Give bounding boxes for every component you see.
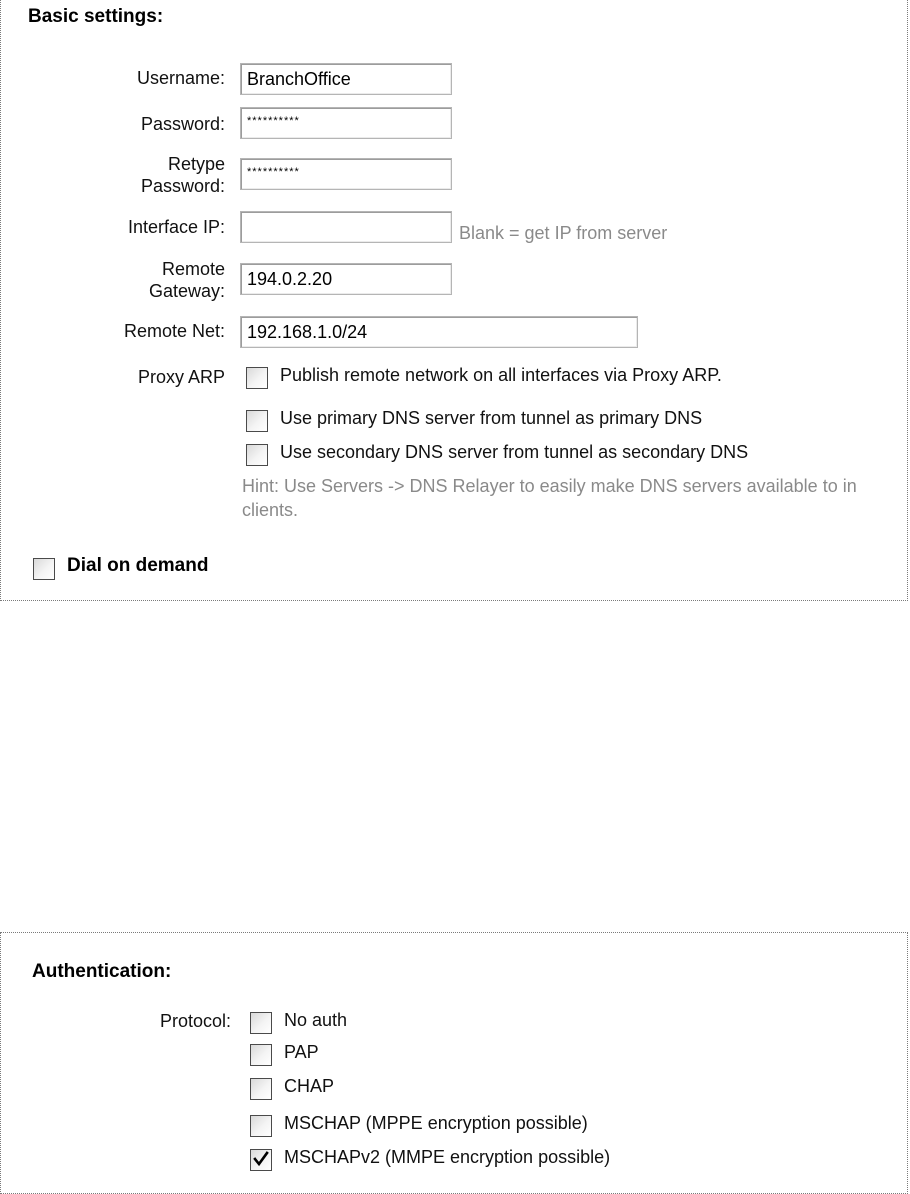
interface-ip-hint: Blank = get IP from server [459,223,668,243]
secondary-dns-checkbox[interactable] [246,444,268,466]
primary-dns-checkbox[interactable] [246,410,268,432]
authentication-title: Authentication: [32,961,172,982]
no-auth-checkbox[interactable] [250,1012,272,1034]
basic-settings-title: Basic settings: [28,6,164,27]
chap-label: CHAP [284,1076,335,1096]
retype-label-line1: Retype [167,154,225,174]
pap-label: PAP [284,1042,319,1062]
proxy-arp-label: Proxy ARP [137,367,225,387]
protocol-label: Protocol: [159,1011,231,1031]
username-label: Username: [136,68,225,88]
authentication-panel [0,932,908,1194]
password-input[interactable]: ********** [240,107,452,139]
retype-label-line2: Password: [140,176,225,196]
retype-password-input[interactable]: ********** [240,158,452,190]
dns-relayer-hint-line1: Hint: Use Servers -> DNS Relayer to easily make DNS servers available to in [242,476,857,496]
mschapv2-label: MSCHAPv2 (MMPE encryption possible) [284,1147,611,1167]
mschapv2-checkbox[interactable] [250,1149,272,1171]
mschap-checkbox[interactable] [250,1115,272,1137]
proxy-arp-checkbox-label: Publish remote network on all interfaces via Proxy ARP. [280,365,722,385]
dial-on-demand-label: Dial on demand [67,555,209,576]
retype-password-label [141,153,225,197]
gateway-label-line2: Gateway: [148,281,225,301]
gateway-label-line1: Remote [161,259,225,279]
remote-net-label: Remote Net: [123,321,225,341]
no-auth-label: No auth [284,1010,348,1030]
pap-checkbox[interactable] [250,1044,272,1066]
proxy-arp-checkbox[interactable] [246,367,268,389]
remote-gateway-label [149,258,225,302]
secondary-dns-checkbox-label: Use secondary DNS server from tunnel as secondary DNS [280,442,749,462]
dial-on-demand-checkbox[interactable] [33,558,55,580]
dns-relayer-hint-line2: clients. [242,500,299,520]
remote-net-input[interactable]: 192.168.1.0/24 [240,316,638,348]
mschap-label: MSCHAP (MPPE encryption possible) [284,1113,588,1133]
remote-gateway-input[interactable]: 194.0.2.20 [240,263,452,295]
password-label: Password: [140,114,225,134]
primary-dns-checkbox-label: Use primary DNS server from tunnel as primary DNS [280,408,703,428]
username-input[interactable]: BranchOffice [240,63,452,95]
interface-ip-input[interactable] [240,211,452,243]
checkmark-icon [253,1151,269,1167]
chap-checkbox[interactable] [250,1078,272,1100]
interface-ip-label: Interface IP: [127,217,225,237]
